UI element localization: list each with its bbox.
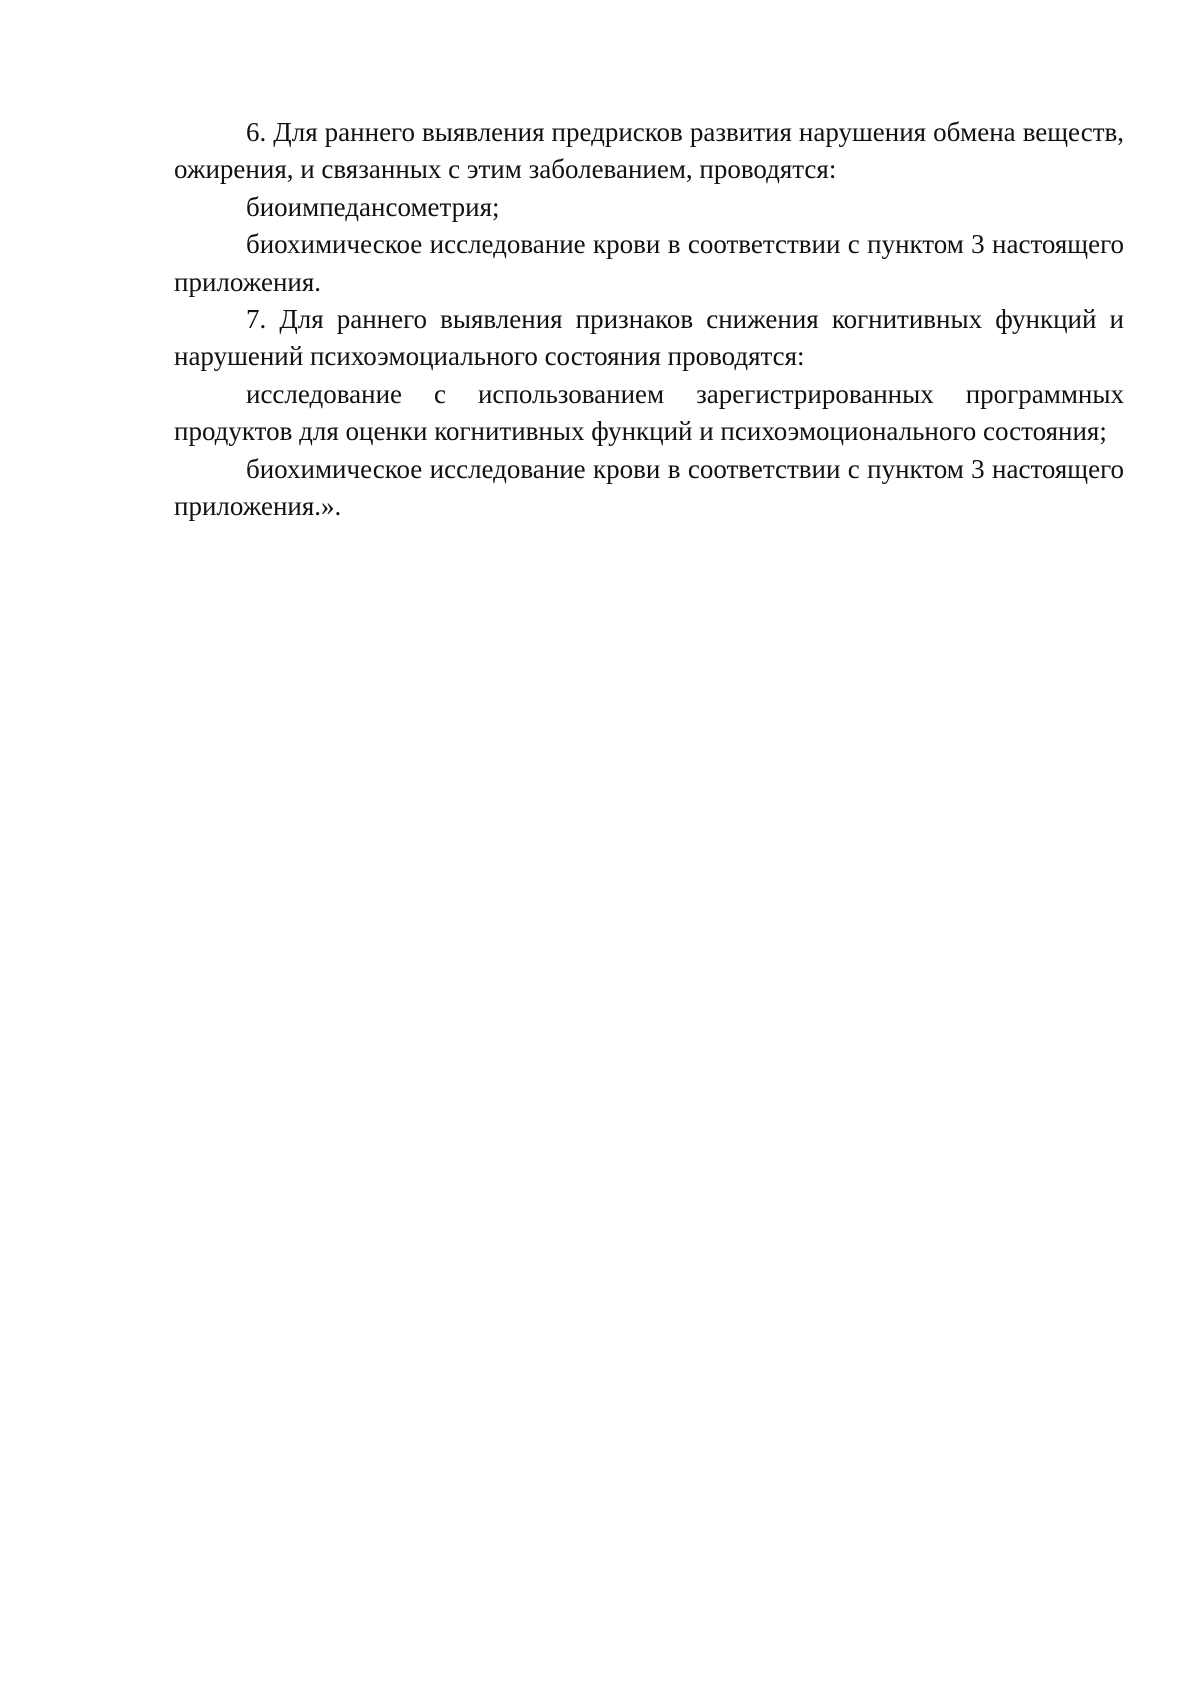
- paragraph-item-7: 7. Для раннего выявления признаков снижения когнитивных функций и нарушений психоэмоциального состояния проводятся:: [174, 304, 1124, 372]
- paragraph-bioimpedance: биоимпедансометрия;: [246, 191, 500, 222]
- paragraph-blood-test-1: биохимическое исследование крови в соответствии с пунктом 3 настоящего приложения.: [174, 229, 1124, 297]
- paragraph-item-6: 6. Для раннего выявления предрисков развития нарушения обмена веществ, ожирения, и связанных с этим заболеванием, проводятся:: [174, 117, 1124, 185]
- document-body: [174, 114, 1124, 525]
- paragraph-blood-test-2: биохимическое исследование крови в соответствии с пунктом 3 настоящего приложения.».: [174, 453, 1124, 522]
- paragraph-cognitive-software: исследование с использованием зарегистрированных программных продуктов для оценки когнитивных функций и психоэмоционального состояния;: [174, 378, 1124, 447]
